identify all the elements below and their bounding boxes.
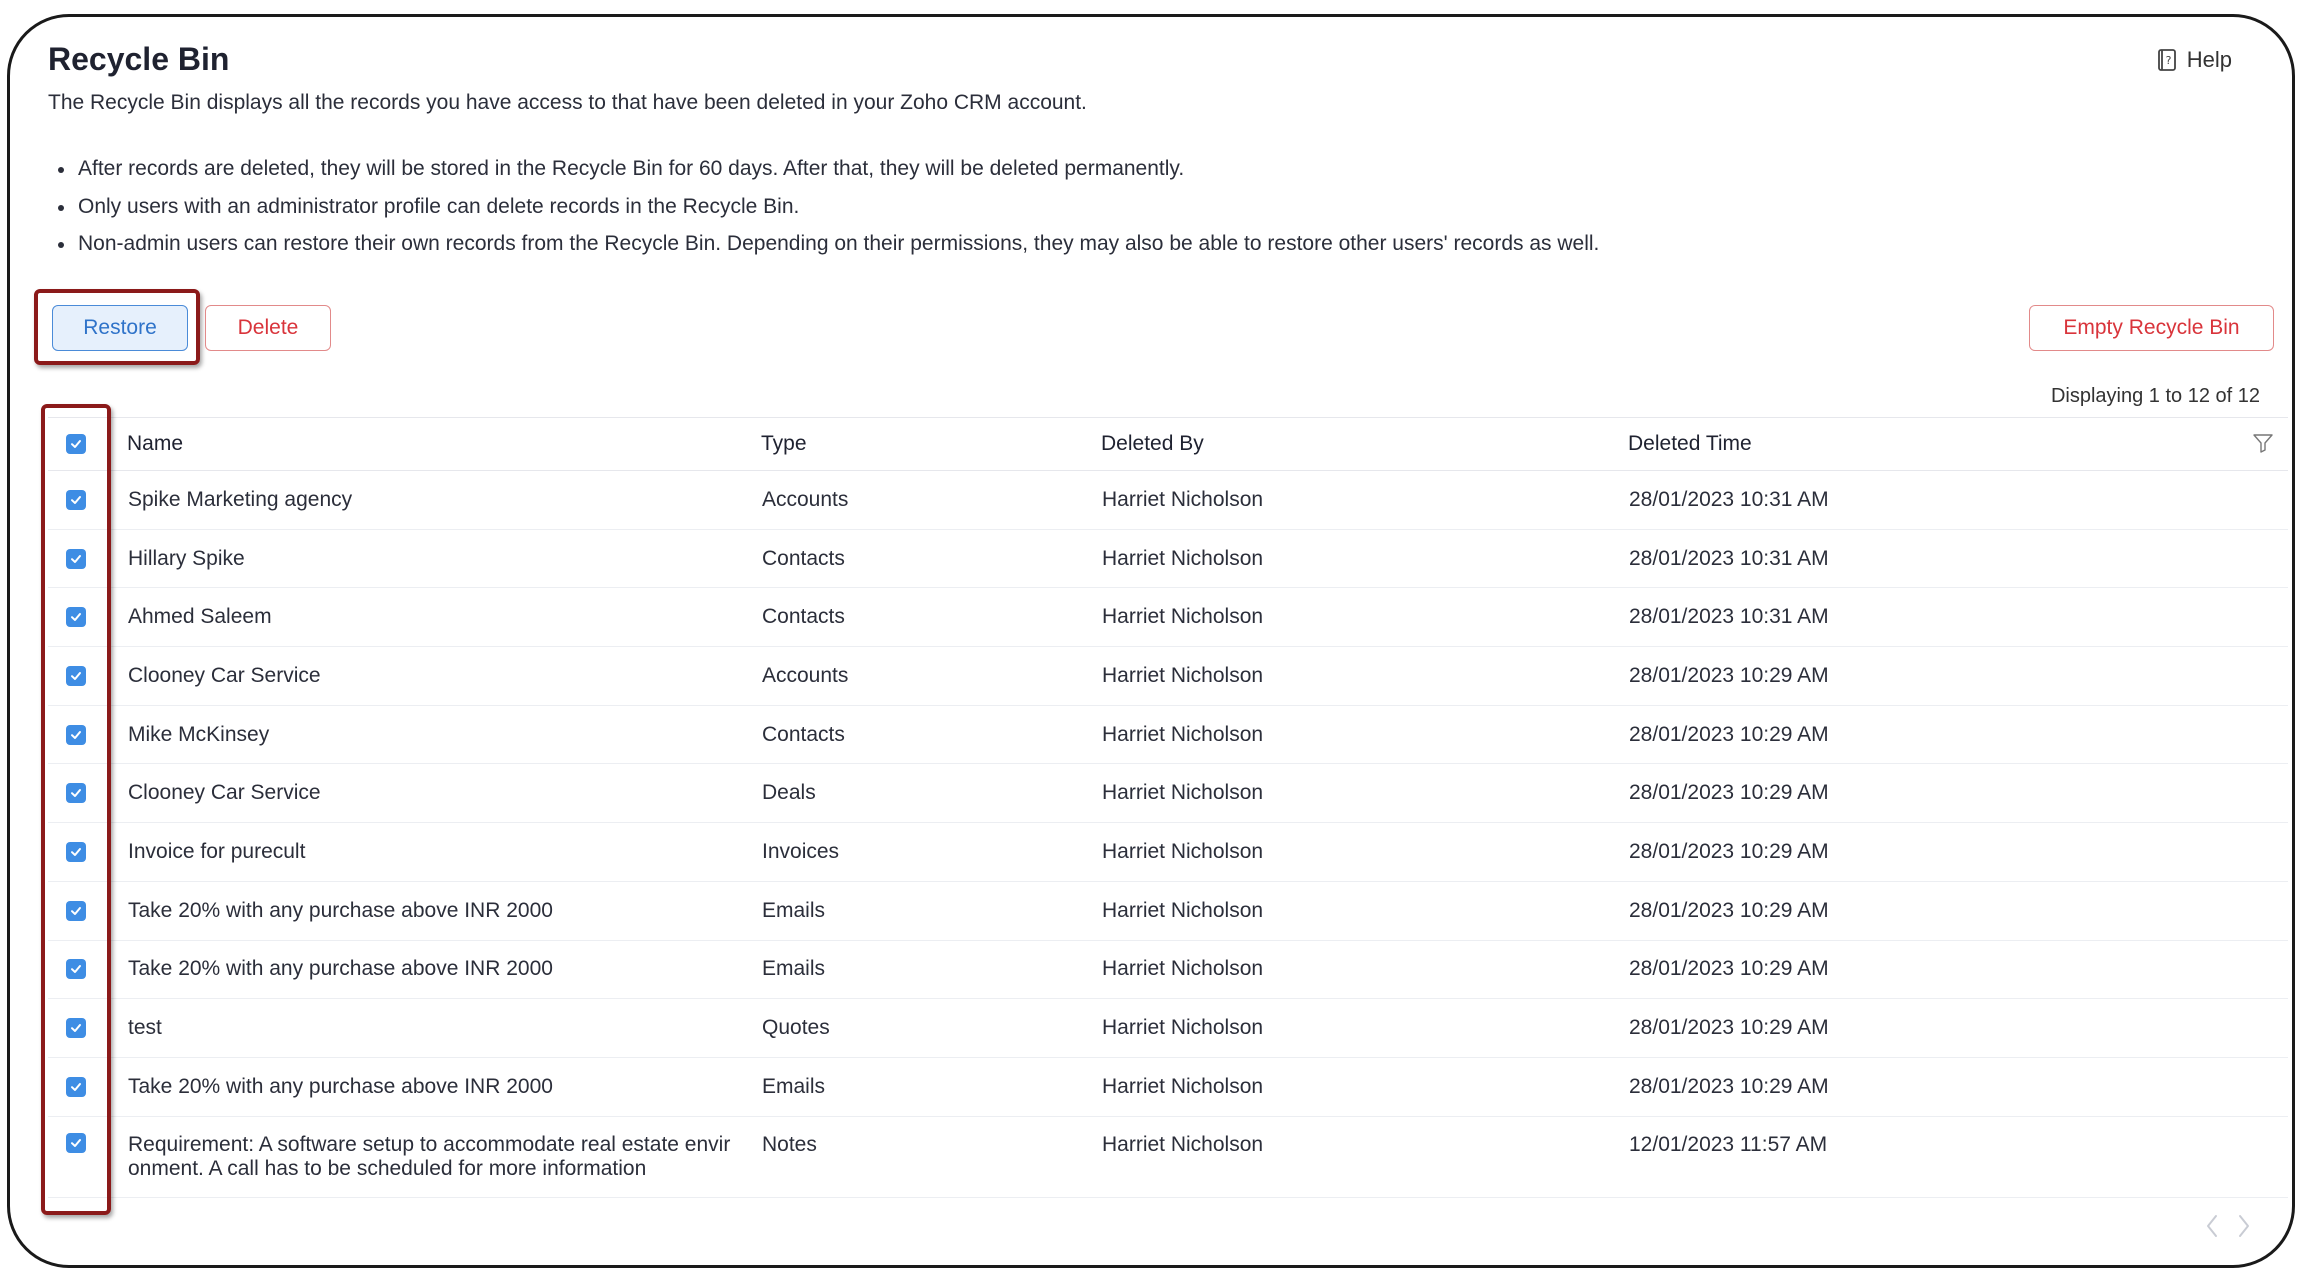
cell-type: Quotes <box>762 1016 830 1040</box>
notes-list <box>48 150 1599 263</box>
cell-deleted-by: Harriet Nicholson <box>1102 1016 1264 1040</box>
cell-type: Emails <box>762 1074 826 1098</box>
cell-deleted-by: Harriet Nicholson <box>1102 957 1264 981</box>
column-header-deleted-time[interactable]: Deleted Time <box>1628 432 1752 455</box>
cell-deleted-by: Harriet Nicholson <box>1102 663 1264 687</box>
cell-deleted-time: 28/01/2023 10:29 AM <box>1629 722 1829 746</box>
cell-type: Contacts <box>762 546 845 570</box>
pagination-controls <box>2204 1213 2252 1239</box>
table-header <box>48 417 2288 471</box>
app-window <box>7 14 2295 1268</box>
cell-deleted-time: 28/01/2023 10:29 AM <box>1629 957 1829 981</box>
table-row[interactable] <box>48 647 2288 706</box>
cell-deleted-time: 28/01/2023 10:29 AM <box>1629 1016 1829 1040</box>
cell-type: Notes <box>762 1132 817 1156</box>
cell-deleted-time: 28/01/2023 10:29 AM <box>1629 663 1829 687</box>
note-item: Only users with an administrator profile can delete records in the Recycle Bin. <box>48 188 1599 226</box>
cell-name: Hillary Spike <box>128 546 245 570</box>
cell-type: Accounts <box>762 487 849 511</box>
table-row[interactable] <box>48 941 2288 1000</box>
help-label: Help <box>2186 47 2232 72</box>
table-row[interactable] <box>48 1058 2288 1117</box>
cell-name: test <box>128 1016 162 1040</box>
cell-deleted-by: Harriet Nicholson <box>1102 487 1264 511</box>
cell-deleted-by: Harriet Nicholson <box>1102 1074 1264 1098</box>
table-row[interactable] <box>48 530 2288 589</box>
cell-type: Invoices <box>762 839 840 863</box>
table-row[interactable] <box>48 471 2288 530</box>
cell-deleted-time: 28/01/2023 10:31 AM <box>1629 546 1829 570</box>
table-row[interactable] <box>48 764 2288 823</box>
records-table <box>48 417 2288 1198</box>
cell-name: Take 20% with any purchase above INR 2000 <box>128 957 553 981</box>
cell-type: Emails <box>762 957 826 981</box>
next-page-icon[interactable] <box>2236 1213 2252 1239</box>
column-header-type[interactable]: Type <box>761 432 807 455</box>
cell-type: Contacts <box>762 605 845 629</box>
help-link[interactable] <box>2157 47 2232 73</box>
note-item: After records are deleted, they will be stored in the Recycle Bin for 60 days. After that, they will be deleted permanently. <box>48 150 1599 188</box>
cell-deleted-by: Harriet Nicholson <box>1102 546 1264 570</box>
table-row[interactable] <box>48 1117 2288 1198</box>
cell-deleted-time: 28/01/2023 10:31 AM <box>1629 605 1829 629</box>
cell-deleted-time: 28/01/2023 10:31 AM <box>1629 487 1829 511</box>
cell-name: Take 20% with any purchase above INR 2000 <box>128 898 553 922</box>
page-title: Recycle Bin <box>48 41 230 77</box>
cell-type: Emails <box>762 898 826 922</box>
column-header-deleted-by[interactable]: Deleted By <box>1101 432 1204 455</box>
cell-name: Spike Marketing agency <box>128 487 353 511</box>
cell-deleted-time: 28/01/2023 10:29 AM <box>1629 839 1829 863</box>
restore-button[interactable]: Restore <box>52 305 188 351</box>
intro-text: The Recycle Bin displays all the records you have access to that have been deleted in your Zoho CRM account. <box>48 91 1087 114</box>
cell-type: Deals <box>762 781 816 805</box>
cell-deleted-time: 28/01/2023 10:29 AM <box>1629 898 1829 922</box>
cell-deleted-by: Harriet Nicholson <box>1102 605 1264 629</box>
cell-deleted-by: Harriet Nicholson <box>1102 722 1264 746</box>
cell-type: Accounts <box>762 663 849 687</box>
column-header-name[interactable]: Name <box>127 432 184 455</box>
pagination-summary: Displaying 1 to 12 of 12 <box>2050 385 2260 407</box>
cell-deleted-time: 28/01/2023 10:29 AM <box>1629 1074 1829 1098</box>
table-row[interactable] <box>48 999 2288 1058</box>
table-row[interactable] <box>48 823 2288 882</box>
cell-deleted-time: 28/01/2023 10:29 AM <box>1629 781 1829 805</box>
help-book-icon <box>2157 48 2177 72</box>
restore-highlight-box <box>34 289 200 365</box>
cell-name: Requirement: A software setup to accommodate real estate environment. A call has to be scheduled for more information <box>128 1132 731 1180</box>
previous-page-icon[interactable] <box>2204 1213 2220 1239</box>
cell-type: Contacts <box>762 722 845 746</box>
cell-deleted-time: 12/01/2023 11:57 AM <box>1629 1132 1828 1156</box>
cell-name: Mike McKinsey <box>128 722 270 746</box>
table-row[interactable] <box>48 706 2288 765</box>
cell-deleted-by: Harriet Nicholson <box>1102 898 1264 922</box>
cell-name: Clooney Car Service <box>128 781 321 805</box>
cell-deleted-by: Harriet Nicholson <box>1102 1132 1264 1156</box>
delete-button[interactable]: Delete <box>205 305 331 351</box>
cell-deleted-by: Harriet Nicholson <box>1102 839 1264 863</box>
cell-deleted-by: Harriet Nicholson <box>1102 781 1264 805</box>
cell-name: Ahmed Saleem <box>128 605 272 629</box>
cell-name: Clooney Car Service <box>128 663 321 687</box>
checkbox-column-highlight-box <box>41 404 111 1215</box>
table-row[interactable] <box>48 882 2288 941</box>
cell-name: Invoice for purecult <box>128 839 306 863</box>
empty-recycle-bin-button[interactable]: Empty Recycle Bin <box>2029 305 2274 351</box>
note-item: Non-admin users can restore their own records from the Recycle Bin. Depending on their permissions, they may also be able to restore other users' records as well. <box>48 225 1599 263</box>
table-row[interactable] <box>48 588 2288 647</box>
cell-name: Take 20% with any purchase above INR 2000 <box>128 1074 553 1098</box>
filter-icon[interactable] <box>2252 432 2274 454</box>
svg-text:?: ? <box>2165 54 2172 67</box>
